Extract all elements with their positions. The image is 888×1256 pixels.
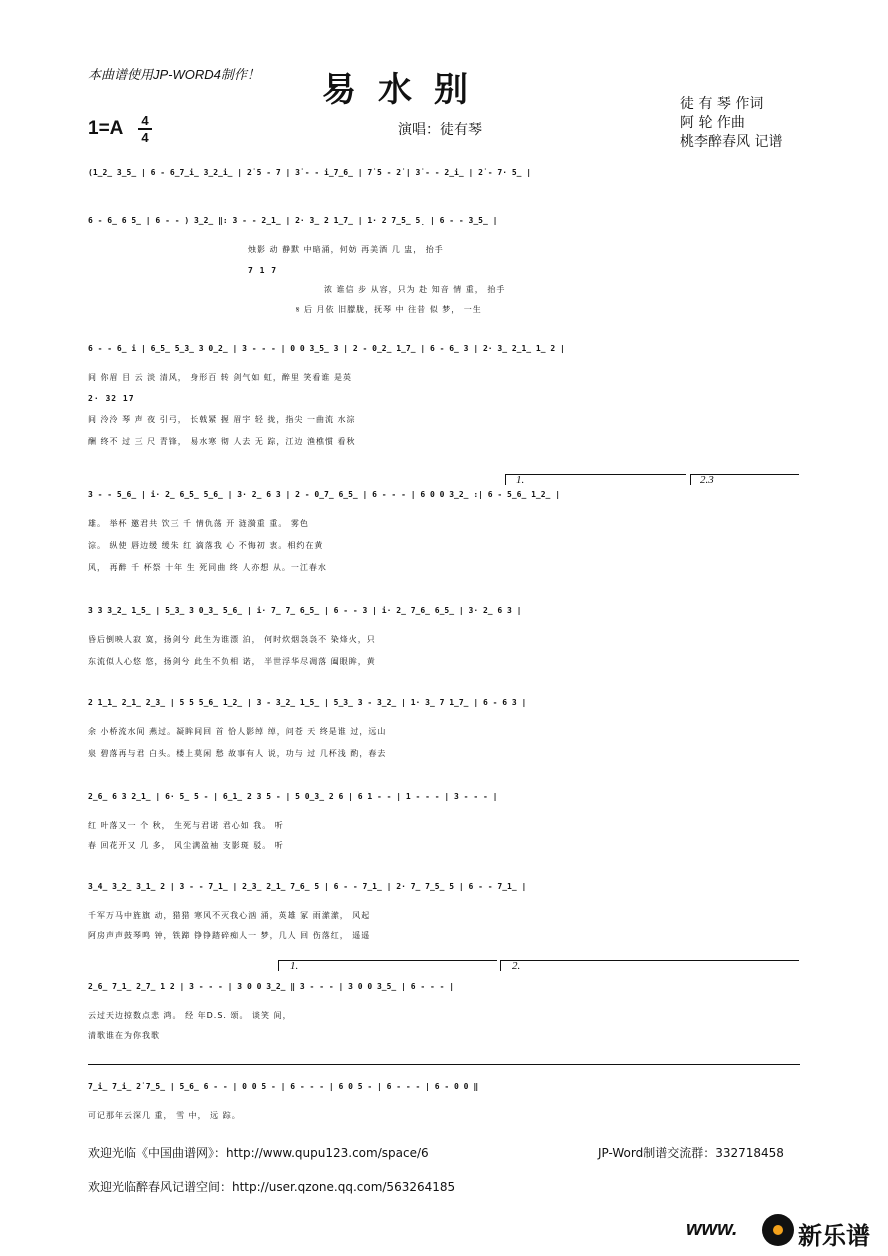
lyric-row-5-1: 昏后倒映人寂 寞，扬剑兮 此生为谁漂 泊， 何时炊烟袅袅不 染烽火，只 <box>88 635 376 644</box>
lyric-row-10-1: 可记那年云深几 重， 雪 中， 远 踪。 <box>88 1111 241 1120</box>
key-signature: 1=A <box>88 118 124 139</box>
footer-qzone-link[interactable]: 欢迎光临醉春风记谱空间：http://user.qzone.qq.com/563264185 <box>88 1180 456 1194</box>
lyric-row-7-2: 春 回花开又 几 多， 风尘满盈袖 支影斑 驳。 听 <box>88 841 284 850</box>
footer-site-link[interactable]: 欢迎光临《中国曲谱网》：http://www.qupu123.com/space/6 <box>88 1146 429 1160</box>
lyricist-credit: 徒 有 琴 作词 <box>680 96 764 112</box>
lyric-row-4-3: 风， 再醉 千 杯祭 十年 生 死同曲 终 人亦想 从。一江春水 <box>88 563 327 572</box>
music-row-1: (1̲2̲ 3̲5̲ | 6 - 6̲7̲i̲ 3̲2̲i̲ | 2̇ 5 - 7 | 3̇ - - i̲7̲6̲ | 7̇ 5 - 2̇ | 3̇ - - 2̲i̲ | 2̇ - 7· 5̲ | <box>88 168 532 177</box>
time-signature: 4 4 <box>138 114 152 144</box>
footer-qq-group: JP-Word制谱交流群：332718458 <box>598 1146 784 1160</box>
lyric-row-9-2: 清歌谁在为你我歌 <box>88 1031 160 1040</box>
music-row-6: 2 1̲1̲ 2̲1̲ 2̲3̲ | 5 5 5̲6̲ 1̲2̲ | 3 - 3̲2̲ 1̲5̲ | 5̲3̲ 3 - 3̲2̲ | 1· 3̲ 7 1̲7̲ | 6 - 6 3 | <box>88 698 527 707</box>
lyric-row-3-2: 2· 32 17 <box>88 394 135 403</box>
volta-23-label: 2.3 <box>700 474 714 486</box>
music-row-7: 2̲6̲ 6 3 2̲1̲ | 6· 5̲ 5 - | 6̲1̲ 2 3 5 - | 5 0̲3̲ 2 6 | 6 1 - - | 1 - - - | 3 - - - | <box>88 792 498 801</box>
singer: 演唱：徒有琴 <box>398 122 482 138</box>
music-row-2: 6 - 6̲ 6 5̲ | 6 - - ) 3̲2̲ ‖: 3 - - 2̲1̲ | 2· 3̲ 2 1̲7̲ | 1· 2 7̲5̲ 5̣ | 6 - - 3̲5̲ | <box>88 216 498 225</box>
volta-1-label: 1. <box>516 474 525 486</box>
lyric-row-4-1: 雄。 举杯 邀君共 饮三 千 情仇荡 开 涟漪重 重。 雾色 <box>88 519 309 528</box>
lyric-row-6-2: 泉 碧落再与君 白头。楼上莫闲 愁 故事有人 说，功与 过 几杯浅 酌，春去 <box>88 749 387 758</box>
lyric-row-2-2: 7 1 7 <box>248 266 278 275</box>
volta-end-2-label: 2. <box>512 960 521 972</box>
lyric-row-2-1: 烛影 动 静默 中暗涌，何妨 再美酒 几 盅， 抬手 <box>248 245 444 254</box>
software-note: 本曲谱使用JP-WORD4制作！ <box>88 67 260 82</box>
composer-credit: 阿 轮 作曲 <box>680 115 745 131</box>
music-row-9: 2̲6̲ 7̲1̲ 2̲7̲ 1 2 | 3 - - - | 3 0 0 3̲2̲ ‖ 3 - - - | 3 0 0 3̲5̲ | 6 - - - | <box>88 982 455 991</box>
volta-end-1-bracket <box>278 960 497 971</box>
vinyl-disc-icon <box>762 1214 794 1246</box>
lyric-row-2-3: 浓 谁信 步 从容，只为 赴 知音 情 重， 抬手 <box>324 285 506 294</box>
music-row-3: 6 - - 6̲ i | 6̲5̲ 5̲3̲ 3 0̲2̲ | 3 - - - | 0 0 3̲5̲ 3 | 2 - 0̲2̲ 1̲7̲ | 6 - 6̲ 3 | 2· 3̲ 2̲1̲ 1̲ 2 | <box>88 344 565 353</box>
volta-1-bracket <box>505 474 686 485</box>
lyric-row-7-1: 红 叶落又一 个 秋， 生死与君诺 君心如 我。 听 <box>88 821 284 830</box>
music-row-4: 3 - - 5̲6̲ | i· 2̲ 6̲5̲ 5̲6̲ | 3· 2̲ 6 3 | 2 - 0̲7̲ 6̲5̲ | 6 - - - | 6 0 0 3̲2̲ :| 6 - 5̲6̲ 1̲2̲ | <box>88 490 561 499</box>
lyric-row-8-1: 千军万马中旌旗 动，猎猎 寒风不灭我心汹 涌，英雄 冢 雨潆潆， 风起 <box>88 911 371 920</box>
lyric-row-3-3: 间 泠泠 琴 声 夜 引弓， 长戟紧 握 眉宇 轻 拢，指尖 一曲流 水淙 <box>88 415 356 424</box>
music-row-5: 3 3 3̲2̲ 1̲5̲ | 5̲3̲ 3 0̲3̲ 5̲6̲ | i· 7̲ 7̲ 6̲5̲ | 6 - - 3 | i· 2̲ 7̲6̲ 6̲5̲ | 3· 2̲ 6 3 | <box>88 606 522 615</box>
volta-end-1-label: 1. <box>290 960 299 972</box>
lyric-row-3-1: 间 你眉 目 云 淡 清风， 身形百 转 剑气如 虹，醉里 笑看谁 是英 <box>88 373 352 382</box>
lyric-row-6-1: 余 小桥流水间 燕过。凝眸间回 首 恰人影绰 绰，问苍 天 终是谁 过，远山 <box>88 727 387 736</box>
lyric-row-9-1: 云过天边掠数点悲 鸿。 经 年D.S. 颂。 谈笑 间， <box>88 1011 292 1020</box>
music-row-10: 7̲i̲ 7̲i̲ 2̇ 7̲5̲ | 5̲6̲ 6 - - | 0 0 5 - | 6 - - - | 6 0 5 - | 6 - - - | 6 - 0 0 ‖ <box>88 1082 479 1091</box>
lyric-row-3-4: 酬 终不 过 三 尺 青锋， 易水寒 彻 人去 无 踪，江边 渔樵惯 看秋 <box>88 437 356 446</box>
transcriber-credit: 桃李醉春风 记谱 <box>680 134 783 150</box>
lyric-row-2-4: 𝄋 后 月依 旧朦胧，抚琴 中 往昔 似 梦， 一生 <box>296 305 482 314</box>
logo-www-text: www. <box>686 1218 738 1240</box>
volta-end-2-bracket <box>500 960 799 971</box>
xinyuepu-logo <box>686 1210 886 1250</box>
lyric-row-8-2: 阿房声声鼓琴鸣 钟，铁蹄 铮铮踏碎痴人一 梦，几人 回 伤落红， 遥遥 <box>88 931 371 940</box>
lyric-row-4-2: 淙。 纵使 唇边缓 缓朱 红 滴落我 心 不悔初 衷。相约在黄 <box>88 541 324 550</box>
music-row-8: 3̲4̲ 3̲2̲ 3̲1̲ 2 | 3 - - 7̲1̲ | 2̲3̲ 2̲1̲ 7̲6̲ 5 | 6 - - 7̲1̲ | 2· 7̲ 7̲5̲ 5 | 6 - - 7̲1̲ | <box>88 882 527 891</box>
lyric-row-5-2: 东流似人心悠 悠，扬剑兮 此生不负相 诺， 半世浮华尽凋落 阖眼眸，黄 <box>88 657 376 666</box>
logo-brand-text: 新乐谱 <box>798 1222 870 1250</box>
tie-line <box>88 1064 800 1065</box>
song-title: 易水别 <box>322 70 490 110</box>
